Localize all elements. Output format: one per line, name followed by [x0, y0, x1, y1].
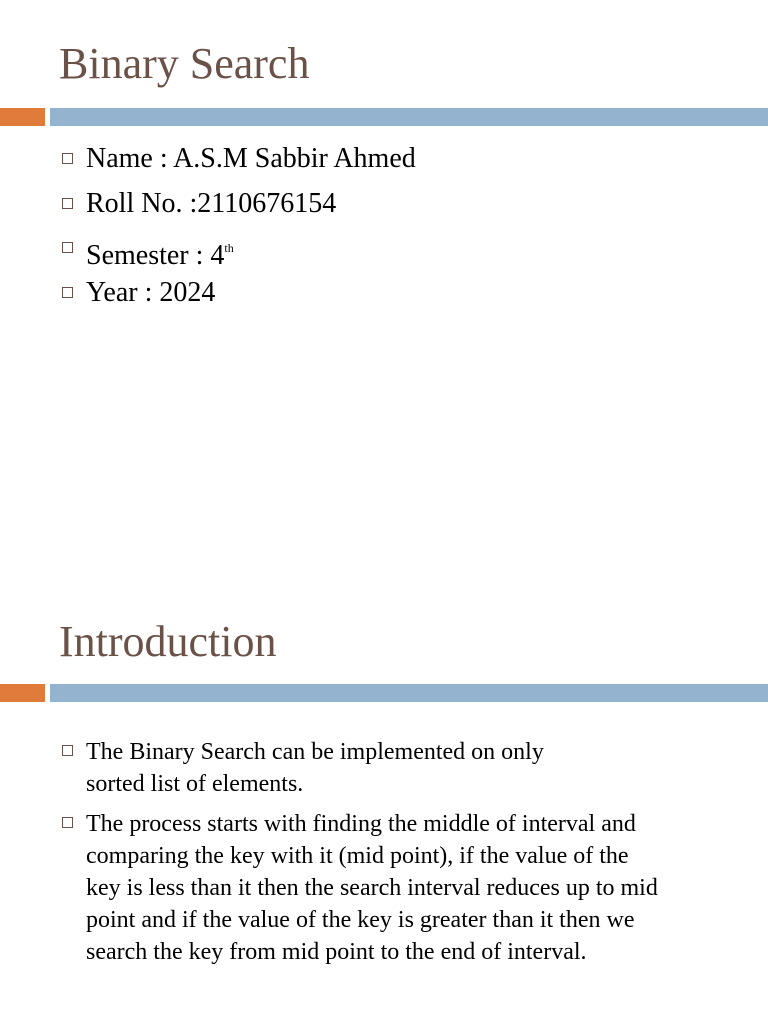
- accent-bar-orange: [0, 684, 45, 702]
- slide-title: Binary Search: [59, 39, 310, 88]
- bullet-name: [60, 140, 728, 185]
- bullet-line: key is less than it then the search interval reduces up to mid: [86, 875, 658, 901]
- bullet-text: Year : 2024: [86, 276, 216, 308]
- square-bullet-icon: [62, 745, 73, 756]
- bullet-line: sorted list of elements.: [86, 771, 304, 797]
- bullet-line: The Binary Search can be implemented on only: [86, 739, 544, 765]
- bullet-line: The process starts with finding the middle of interval and: [86, 811, 636, 837]
- bullet-semester: [60, 229, 728, 274]
- accent-bar-blue: [50, 108, 768, 126]
- bullet-text: Roll No. :2110676154: [86, 187, 337, 219]
- bullet-line: comparing the key with it (mid point), if the value of the: [86, 843, 629, 869]
- accent-bar-blue: [50, 684, 768, 702]
- bullet-text: Name : A.S.M Sabbir Ahmed: [86, 143, 416, 174]
- bullet-sorted-list: [60, 736, 728, 800]
- square-bullet-icon: [62, 287, 73, 298]
- bullet-line: search the key from mid point to the end of interval.: [86, 939, 587, 965]
- ordinal-suffix: th: [224, 241, 234, 255]
- bullet-list: [60, 736, 728, 976]
- square-bullet-icon: [62, 242, 73, 253]
- bullet-list: [60, 140, 728, 318]
- slide-title: Introduction: [59, 617, 277, 666]
- square-bullet-icon: [62, 198, 73, 209]
- slide-introduction: [0, 576, 768, 1024]
- accent-bar-orange: [0, 108, 45, 126]
- square-bullet-icon: [62, 153, 73, 164]
- bullet-text: Semester : 4: [86, 240, 225, 271]
- square-bullet-icon: [62, 817, 73, 828]
- bullet-process: [60, 808, 728, 968]
- bullet-line: point and if the value of the key is greater than it then we: [86, 907, 635, 933]
- bullet-roll: [60, 185, 728, 230]
- bullet-year: [60, 274, 728, 319]
